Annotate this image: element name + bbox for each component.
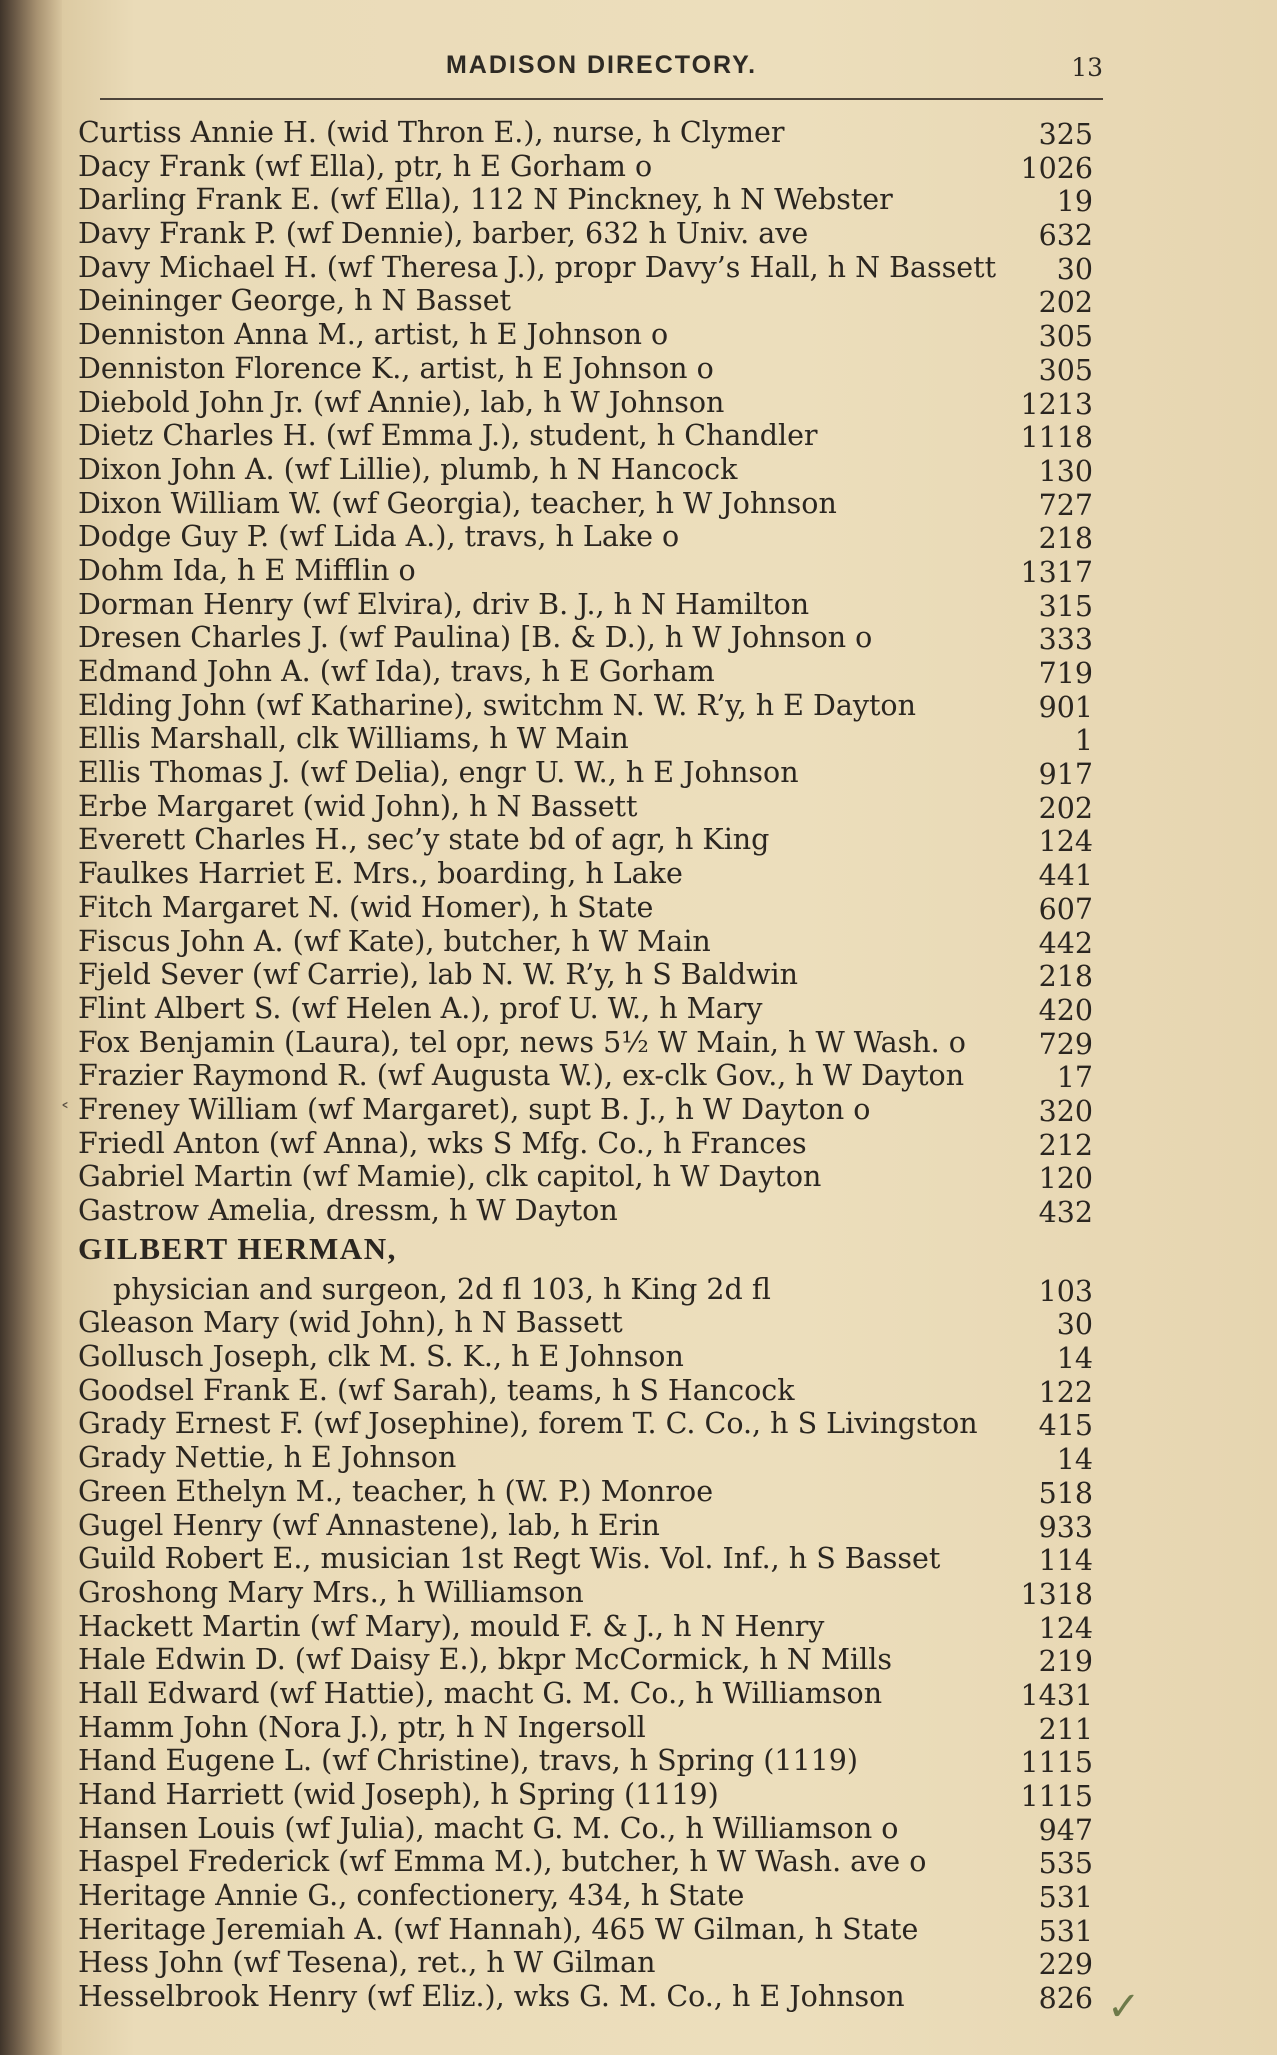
entry-text: Fjeld Sever (wf Carrie), lab N. W. R’y, h S Baldwin <box>78 958 798 992</box>
directory-entry <box>78 1340 1093 1374</box>
directory-entry <box>78 1643 1093 1677</box>
directory-entry <box>78 1475 1093 1509</box>
entry-number: 212 <box>1038 1128 1093 1162</box>
directory-entry <box>78 183 1093 217</box>
directory-entry <box>78 1374 1093 1408</box>
directory-entry <box>78 1879 1093 1913</box>
entry-text: Dacy Frank (wf Ella), ptr, h E Gorham o <box>78 149 653 183</box>
entry-text: Gollusch Joseph, clk M. S. K., h E Johnson <box>78 1340 684 1374</box>
directory-entry <box>78 1610 1093 1644</box>
entry-text: Erbe Margaret (wid John), h N Bassett <box>78 789 638 823</box>
directory-entry <box>78 857 1093 891</box>
directory-entry <box>78 453 1093 487</box>
entry-text: Frazier Raymond R. (wf Augusta W.), ex-clk Gov., h W Dayton <box>78 1059 965 1093</box>
directory-entry <box>78 217 1093 251</box>
directory-entry <box>78 958 1093 992</box>
entry-text: Faulkes Harriet E. Mrs., boarding, h Lake <box>78 857 683 891</box>
entry-number: 315 <box>1038 589 1093 623</box>
entry-text: Davy Frank P. (wf Dennie), barber, 632 h Univ. ave <box>78 217 809 251</box>
directory-entry <box>78 116 1093 150</box>
entry-number: 719 <box>1038 657 1093 690</box>
entry-text: Hackett Martin (wf Mary), mould F. & J., h N Henry <box>78 1609 825 1643</box>
page-number: 13 <box>1071 53 1103 82</box>
entry-text: Hand Eugene L. (wf Christine), travs, h Spring (1119) <box>78 1744 859 1778</box>
entry-number: 333 <box>1038 623 1093 657</box>
entry-text: Elding John (wf Katharine), switchm N. W. R’y, h E Dayton <box>78 688 916 722</box>
firm-heading <box>78 1228 1093 1273</box>
entry-number: 305 <box>1038 320 1093 354</box>
entry-text: Denniston Anna M., artist, h E Johnson o <box>78 318 669 352</box>
entry-number: 124 <box>1038 825 1093 859</box>
running-head: MADISON DIRECTORY. <box>445 51 758 79</box>
entry-text: Everett Charles H., sec’y state bd of agr, h King <box>78 823 770 857</box>
entry-number: 14 <box>1056 1342 1093 1376</box>
directory-entry <box>78 419 1093 453</box>
directory-entry <box>78 487 1093 521</box>
entry-text: Hamm John (Nora J.), ptr, h N Ingersoll <box>78 1710 646 1744</box>
entry-text: Groshong Mary Mrs., h Williamson <box>78 1575 584 1609</box>
entry-number: 531 <box>1038 1881 1093 1915</box>
entry-number: 727 <box>1038 488 1093 522</box>
directory-entry <box>78 588 1093 622</box>
directory-entry <box>78 1812 1093 1846</box>
entry-text: Gleason Mary (wid John), h N Bassett <box>78 1306 623 1340</box>
directory-entry <box>78 1711 1093 1745</box>
directory-entry <box>78 722 1093 756</box>
entry-text: Curtiss Annie H. (wid Thron E.), nurse, h Clymer <box>78 116 785 149</box>
directory-entry <box>78 1059 1093 1093</box>
entry-text: Dodge Guy P. (wf Lida A.), travs, h Lake o <box>78 520 680 554</box>
entry-text: Dorman Henry (wf Elvira), driv B. J., h N Hamilton <box>78 587 810 621</box>
entry-number: 420 <box>1038 993 1093 1027</box>
entry-text: Dixon William W. (wf Georgia), teacher, h W Johnson <box>78 486 837 520</box>
entry-text: physician and surgeon, 2d fl 103, h King 2d fl <box>113 1272 771 1306</box>
entry-text: Hand Harriett (wid Joseph), h Spring (1119) <box>78 1778 719 1811</box>
check-mark-icon: ✓ <box>1107 1984 1141 2030</box>
entry-text: Darling Frank E. (wf Ella), 112 N Pinckney, h N Webster <box>78 183 893 217</box>
entry-text: Freney William (wf Margaret), supt B. J., h W Dayton o <box>78 1092 871 1126</box>
entry-text: Hall Edward (wf Hattie), macht G. M. Co., h Williamson <box>78 1676 883 1710</box>
entry-text: Grady Nettie, h E Johnson <box>78 1441 457 1475</box>
entry-number: 14 <box>1056 1443 1093 1477</box>
directory-entry <box>78 554 1093 588</box>
entry-text: Denniston Florence K., artist, h E Johnson o <box>78 351 714 385</box>
directory-entry <box>78 1509 1093 1543</box>
directory-entry <box>78 1441 1093 1475</box>
entry-number: 114 <box>1038 1544 1093 1578</box>
directory-entry <box>78 1744 1093 1778</box>
entry-text: Gabriel Martin (wf Mamie), clk capitol, h W Dayton <box>78 1160 822 1194</box>
directory-entry <box>78 1306 1093 1340</box>
entry-number: 607 <box>1038 892 1093 926</box>
entry-number: 130 <box>1038 454 1093 488</box>
directory-entry <box>78 1845 1093 1879</box>
entry-number: 19 <box>1056 185 1093 219</box>
directory-entry <box>78 1273 1093 1307</box>
margin-mark: ˂ <box>60 1100 70 1124</box>
directory-entry <box>78 891 1093 925</box>
entry-text: Grady Ernest F. (wf Josephine), forem T. C. Co., h S Livingston <box>78 1407 978 1441</box>
entry-text: Dresen Charles J. (wf Paulina) [B. & D.), h W Johnson o <box>78 621 873 655</box>
entry-number: 229 <box>1038 1948 1093 1982</box>
entry-number: 305 <box>1038 353 1093 387</box>
entry-text: Heritage Annie G., confectionery, 434, h State <box>78 1879 745 1913</box>
directory-entry <box>78 1913 1093 1947</box>
directory-entry <box>78 251 1093 285</box>
entry-text: Ellis Thomas J. (wf Delia), engr U. W., h E Johnson <box>78 756 799 790</box>
directory-entry <box>78 1677 1093 1711</box>
entry-number: 531 <box>1038 1914 1093 1948</box>
entry-number: 124 <box>1038 1611 1093 1645</box>
entry-text: Heritage Jeremiah A. (wf Hannah), 465 W Gilman, h State <box>78 1912 919 1946</box>
directory-entry <box>78 1407 1093 1441</box>
entry-number: 933 <box>1038 1510 1093 1544</box>
entry-text: Hesselbrook Henry (wf Eliz.), wks G. M. Co., h E Johnson <box>78 1980 905 2014</box>
entry-text: Flint Albert S. (wf Helen A.), prof U. W., h Mary <box>78 991 763 1025</box>
entry-text: Green Ethelyn M., teacher, h (W. P.) Monroe <box>78 1474 714 1508</box>
entry-number: 442 <box>1038 926 1093 960</box>
entry-number: 103 <box>1038 1274 1093 1308</box>
entry-number: 202 <box>1038 791 1093 825</box>
directory-entry <box>78 689 1093 723</box>
entry-number: 1118 <box>1020 421 1093 455</box>
entry-text: Friedl Anton (wf Anna), wks S Mfg. Co., h Frances <box>78 1126 807 1160</box>
entry-text: Hess John (wf Tesena), ret., h W Gilman <box>78 1946 656 1980</box>
entry-number: 30 <box>1056 1308 1093 1342</box>
entry-number: 1115 <box>1020 1780 1093 1813</box>
entry-number: 632 <box>1038 219 1093 253</box>
entry-number: 947 <box>1038 1813 1093 1847</box>
book-spine <box>0 0 62 2055</box>
entry-text: Gastrow Amelia, dressm, h W Dayton <box>78 1194 618 1227</box>
entry-text: Gugel Henry (wf Annastene), lab, h Erin <box>78 1508 660 1542</box>
directory-entry <box>78 1778 1093 1812</box>
entry-text: Davy Michael H. (wf Theresa J.), propr Davy’s Hall, h N Bassett <box>78 250 997 284</box>
entry-number: 432 <box>1038 1196 1093 1229</box>
entry-text: Fitch Margaret N. (wid Homer), h State <box>78 890 654 924</box>
directory-entry <box>78 992 1093 1026</box>
entry-number: 518 <box>1038 1476 1093 1510</box>
header-rule <box>100 98 1103 100</box>
entry-number: 30 <box>1056 252 1093 286</box>
directory-entry <box>78 925 1093 959</box>
entry-text: Hansen Louis (wf Julia), macht G. M. Co., h Williamson o <box>78 1811 899 1845</box>
directory-entry <box>78 1127 1093 1161</box>
entry-text: Guild Robert E., musician 1st Regt Wis. Vol. Inf., h S Basset <box>78 1542 941 1576</box>
directory-entry <box>78 1542 1093 1576</box>
directory-entry <box>78 655 1093 689</box>
entry-number: 202 <box>1038 286 1093 320</box>
entry-text: Edmand John A. (wf Ida), travs, h E Gorham <box>78 655 715 688</box>
directory-entry <box>78 318 1093 352</box>
entry-number: 122 <box>1038 1375 1093 1409</box>
entry-text: Dietz Charles H. (wf Emma J.), student, h Chandler <box>78 419 818 453</box>
entry-number: 218 <box>1038 522 1093 556</box>
entry-text: Deininger George, h N Basset <box>78 284 512 318</box>
directory-entry <box>78 756 1093 790</box>
entry-text: Goodsel Frank E. (wf Sarah), teams, h S Hancock <box>78 1373 795 1407</box>
directory-entry <box>78 1093 1093 1127</box>
entry-number: 901 <box>1038 690 1093 724</box>
entry-number: 441 <box>1038 859 1093 893</box>
entry-text: Ellis Marshall, clk Williams, h W Main <box>78 722 629 756</box>
directory-entry <box>78 150 1093 184</box>
directory-entry <box>78 1980 1093 2014</box>
entry-number: 325 <box>1038 118 1093 151</box>
directory-entry <box>78 621 1093 655</box>
entry-number: 917 <box>1038 758 1093 792</box>
entry-number: 535 <box>1038 1847 1093 1881</box>
entry-text: Fox Benjamin (Laura), tel opr, news 5½ W Main, h W Wash. o <box>78 1025 966 1059</box>
entry-number: 218 <box>1038 960 1093 994</box>
entry-text: Dixon John A. (wf Lillie), plumb, h N Hancock <box>78 452 738 486</box>
entry-number: 826 <box>1038 1982 1093 2016</box>
entry-number: 1213 <box>1020 387 1093 421</box>
entry-number: 1 <box>1074 724 1093 758</box>
directory-entry <box>78 790 1093 824</box>
entry-number: 415 <box>1038 1409 1093 1443</box>
entry-number: 120 <box>1038 1162 1093 1196</box>
entry-number: 729 <box>1038 1027 1093 1061</box>
directory-entry <box>78 520 1093 554</box>
entry-number: 320 <box>1038 1094 1093 1128</box>
directory-entries <box>78 116 1093 2014</box>
entry-number: 211 <box>1038 1712 1093 1746</box>
entry-number: 1026 <box>1020 151 1093 185</box>
entry-number: 1431 <box>1020 1678 1093 1712</box>
directory-entry <box>78 1194 1093 1228</box>
entry-text: Diebold John Jr. (wf Annie), lab, h W Johnson <box>78 385 725 419</box>
directory-entry <box>78 1026 1093 1060</box>
entry-number: 1317 <box>1020 555 1093 589</box>
entry-number: 1115 <box>1020 1746 1093 1780</box>
directory-entry <box>78 352 1093 386</box>
entry-text: Fiscus John A. (wf Kate), butcher, h W Main <box>78 924 711 958</box>
directory-entry <box>78 1576 1093 1610</box>
directory-entry <box>78 386 1093 420</box>
entry-text: GILBERT HERMAN, <box>78 1230 397 1266</box>
entry-number: 1318 <box>1020 1577 1093 1611</box>
entry-text: Haspel Frederick (wf Emma M.), butcher, h W Wash. ave o <box>78 1845 927 1879</box>
entry-text: Hale Edwin D. (wf Daisy E.), bkpr McCormick, h N Mills <box>78 1643 893 1677</box>
entry-text: Dohm Ida, h E Mifflin o <box>78 553 416 587</box>
directory-entry <box>78 284 1093 318</box>
directory-entry <box>78 1160 1093 1194</box>
directory-entry <box>78 1946 1093 1980</box>
entry-number: 219 <box>1038 1645 1093 1679</box>
page-header <box>100 46 1103 86</box>
directory-entry <box>78 823 1093 857</box>
entry-number: 17 <box>1056 1061 1093 1095</box>
